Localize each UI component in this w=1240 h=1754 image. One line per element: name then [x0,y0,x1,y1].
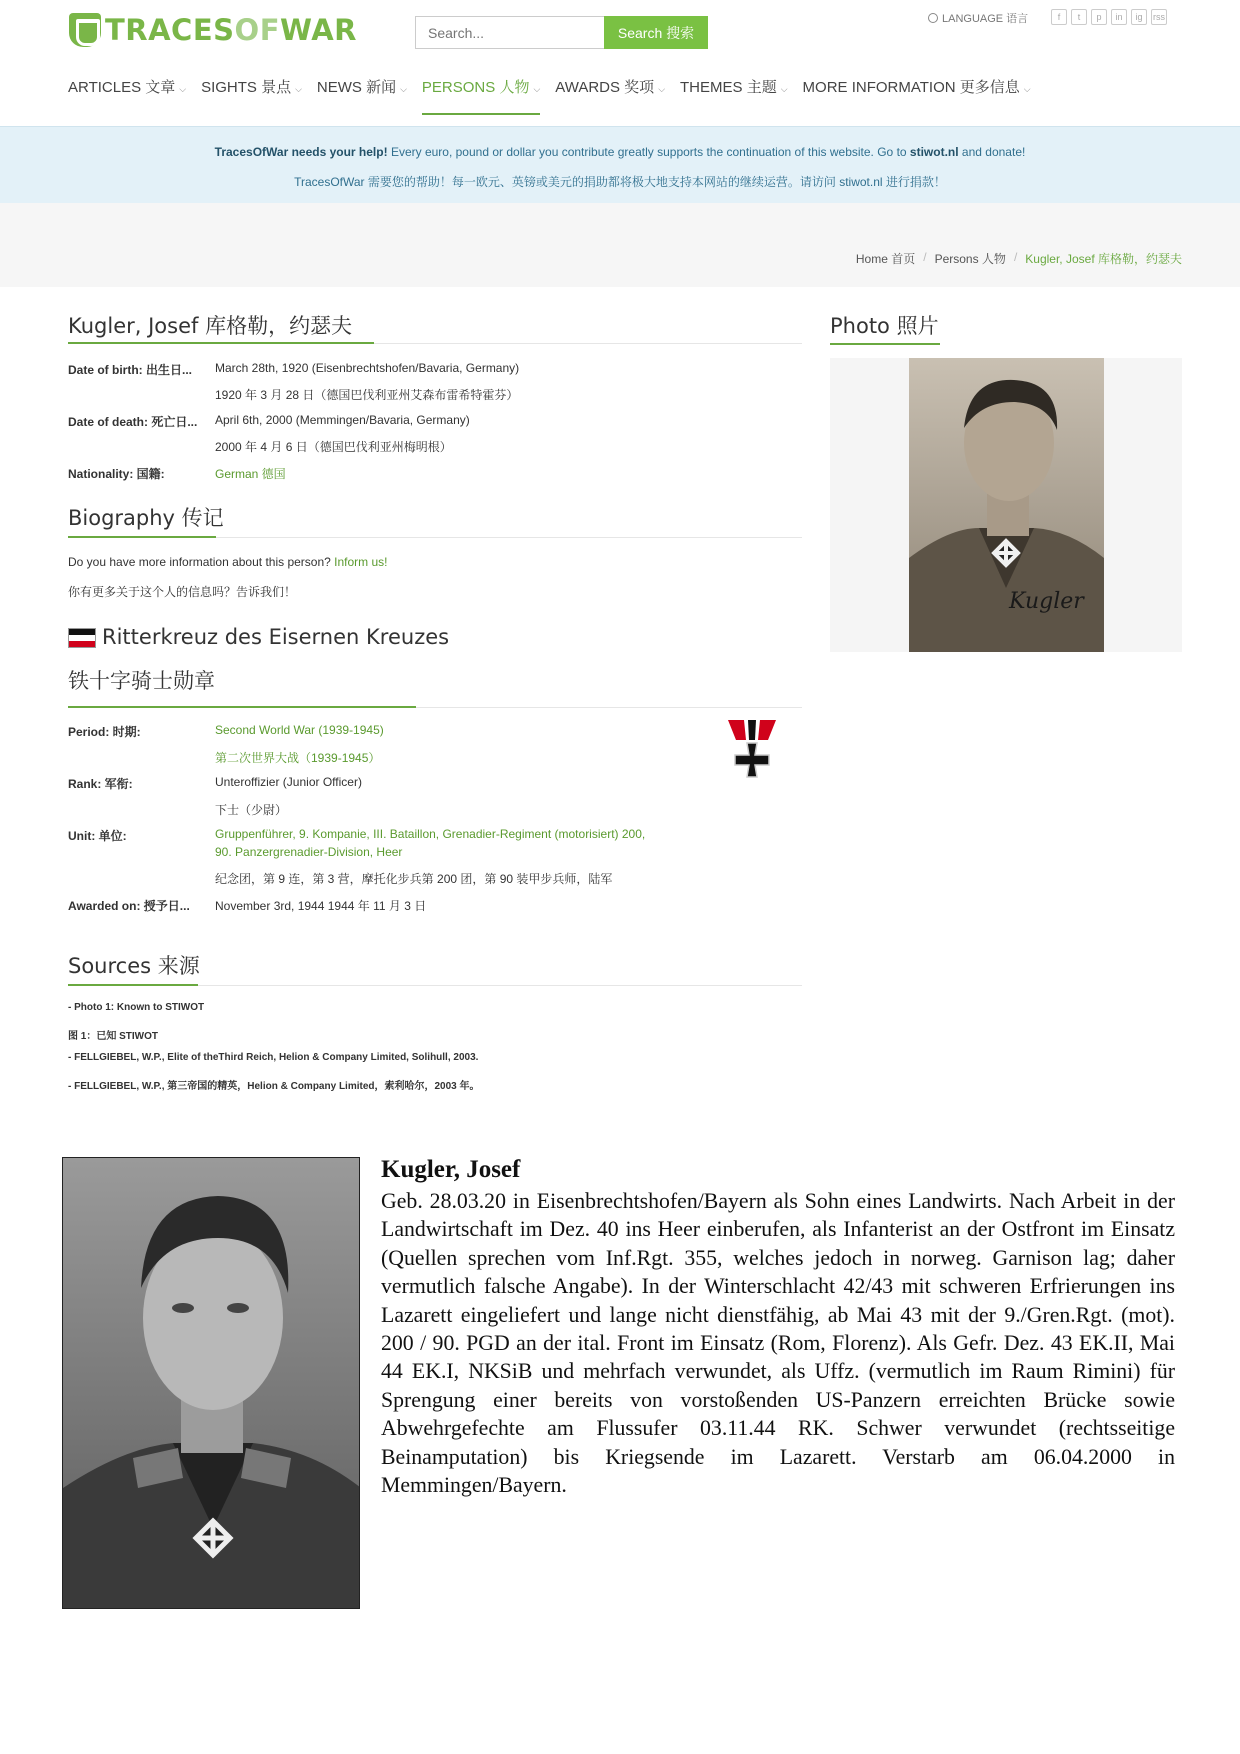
biography-question: Do you have more information about this person? Inform us! [68,555,388,569]
breadcrumb [856,250,1182,267]
pinterest-icon[interactable]: p [1091,9,1107,25]
facebook-icon[interactable]: f [1051,9,1067,25]
photo-title: Photo 照片 [830,314,939,338]
breadcrumb-home[interactable]: Home 首页 [855,252,916,266]
photo-signature: Kugler [1009,589,1084,614]
twitter-icon[interactable]: t [1071,9,1087,25]
globe-icon [928,13,938,23]
period-label: Period: 时期: [68,725,141,739]
chevron-down-icon: ⌵ [658,84,666,94]
unit-value-line2[interactable]: 90. Panzergrenadier-Division, Heer [215,845,403,859]
awarded-label: Awarded on: 授予日... [68,899,190,913]
nav-sights[interactable]: SIGHTS 景点 ⌵ [201,79,302,96]
knights-cross-medal-icon[interactable] [728,720,776,780]
rank-value-zh: 下士（少尉） [215,803,288,817]
stiwot-link[interactable]: stiwot.nl [909,145,959,159]
source-item: - Photo 1: Known to STIWOT [68,1002,205,1013]
breadcrumb-separator: / [1013,250,1018,264]
banner-line-chinese: TracesOfWar 需要您的帮助！每一欧元、英镑或美元的捐助都将极大地支持本网站的继续运营。请访问 stiwot.nl 进行捐款！ [294,175,946,189]
source-item: 图 1：已知 STIWOT [68,1031,158,1042]
photo-title-underline [830,343,940,345]
unit-label: Unit: 单位: [68,829,127,843]
sources-title-underline [68,984,198,986]
nav-persons[interactable]: PERSONS 人物 ⌵ [422,76,540,115]
period-value-zh[interactable]: 第二次世界大战（1939-1945） [215,751,381,765]
language-selector[interactable] [928,10,1028,26]
logo-shield-icon [69,13,101,47]
nav-themes[interactable]: THEMES 主题 ⌵ [680,79,788,96]
unit-value-zh: 纪念团，第 9 连，第 3 营，摩托化步兵第 200 团，第 90 装甲步兵师，陆军 [215,872,613,886]
page-title: Kugler, Josef 库格勒，约瑟夫 [68,314,353,338]
breadcrumb-persons[interactable]: Persons 人物 [934,252,1006,266]
instagram-icon[interactable]: ig [1131,9,1147,25]
photo-panel [830,358,1182,652]
nationality-label: Nationality: 国籍: [68,467,165,481]
biography-title-underline [68,536,216,538]
dod-value: April 6th, 2000 (Memmingen/Bavaria, Germany) [215,413,470,427]
awarded-value: November 3rd, 1944 1944 年 11 月 3 日 [215,899,427,913]
award-title: Ritterkreuz des Eisernen Kreuzes [102,625,450,649]
german-flag-icon [68,628,96,648]
search-input[interactable] [415,16,605,49]
inform-us-link[interactable]: Inform us! [334,555,388,569]
nav-news[interactable]: NEWS 新闻 ⌵ [316,79,407,96]
flag-stripe-red [69,641,95,647]
title-underline [68,342,374,344]
chevron-down-icon: ⌵ [400,84,407,94]
search-button[interactable]: Search 搜索 [604,16,708,49]
scanned-portrait [62,1157,360,1609]
chevron-down-icon: ⌵ [533,84,541,94]
dod-value-zh: 2000 年 4 月 6 日（德国巴伐利亚州梅明根） [215,440,452,454]
award-title-underline [68,706,416,708]
banner-line-english: TracesOfWar needs your help! Every euro, pound or dollar you contribute greatly supports the continuation of this website. Go to stiwot.nl and donate! [214,145,1026,159]
breadcrumb-bar [0,203,1240,287]
site-header [0,0,1240,126]
period-value[interactable]: Second World War (1939-1945) [215,723,384,737]
unit-value-line1[interactable]: Gruppenführer, 9. Kompanie, III. Bataillon, Grenadier-Regiment (motorisiert) 200, [215,827,646,841]
source-item: - FELLGIEBEL, W.P., 第三帝国的精英，Helion & Company Limited，索利哈尔，2003 年。 [68,1081,480,1092]
main-nav [68,76,1046,115]
source-item: - FELLGIEBEL, W.P., Elite of theThird Reich, Helion & Company Limited, Solihull, 2003. [68,1052,479,1063]
biography-title: Biography 传记 [68,506,224,530]
dob-label: Date of birth: 出生日... [68,363,192,377]
breadcrumb-current: Kugler, Josef 库格勒，约瑟夫 [1025,252,1182,266]
dob-value-zh: 1920 年 3 月 28 日（德国巴伐利亚州艾森布雷希特霍芬） [215,388,519,402]
social-links [1051,9,1167,25]
logo-text: TRACESOFWAR [105,13,357,47]
rank-value: Unteroffizier (Junior Officer) [215,775,362,789]
biography-question-zh: 你有更多关于这个人的信息吗？告诉我们！ [68,585,297,599]
linkedin-icon[interactable]: in [1111,9,1127,25]
dod-label: Date of death: 死亡日... [68,415,198,429]
donation-banner [0,126,1240,215]
person-photo[interactable] [909,358,1104,652]
nationality-value[interactable]: German 德国 [215,467,286,481]
rank-label: Rank: 军衔: [68,777,133,791]
nav-awards[interactable]: AWARDS 奖项 ⌵ [555,79,666,96]
scan-biography-text: Geb. 28.03.20 in Eisenbrechtshofen/Bayern als Sohn eines Landwirts. Nach Arbeit in der Landwirtschaft im Dez. 40 ins Heer einberufen, als Infanterist an der Ostfront im Einsatz (Quellen sprechen vom Inf.Rgt. 355, welches jedoch in norweg. Garnison lag; daher vermutlich falsche Angabe). In der Winterschlacht 42/43 mit schweren Erfrierungen ins Lazarett eingeliefert und lange nicht dienstfähig, ab Mai 43 mit der 9./Gren.Rgt. (mot). 200 / 90. PGD an der ital. Front im Einsatz (Rom, Florenz). Als Gefr. Dez. 43 EK.II, Mai 44 EK.I, NKSiB und mehrfach verwundet, als Uffz. (vermutlich im Raum Rimini) für Sprengung einer bereits von vorstoßenden US-Panzern erreichten Brücke sowie Abwehrgefechte am Flussufer 03.11.44 RK. Schwer verwundet (rechtsseitige Beinamputation) bis Kriegsende im Lazarett. Verstarb am 06.04.2000 in Memmingen/Bayern. [381,1189,1175,1498]
nav-articles[interactable]: ARTICLES 文章 ⌵ [68,79,187,96]
award-title-zh: 铁十字骑士勋章 [68,669,215,693]
dob-value: March 28th, 1920 (Eisenbrechtshofen/Bavaria, Germany) [215,361,520,375]
scanned-portrait-image [63,1158,360,1609]
scan-person-name: Kugler, Josef [381,1156,521,1183]
chevron-down-icon: ⌵ [780,84,788,94]
chevron-down-icon: ⌵ [179,84,187,94]
chevron-down-icon: ⌵ [1023,84,1031,94]
language-label: LANGUAGE 语言 [942,13,1029,25]
site-logo[interactable] [69,12,357,48]
sources-title: Sources 来源 [68,954,200,978]
portrait-image [909,358,1104,652]
rss-icon[interactable]: rss [1151,9,1167,25]
chevron-down-icon: ⌵ [295,84,302,94]
breadcrumb-separator: / [923,250,927,264]
nav-more-information[interactable]: MORE INFORMATION 更多信息 ⌵ [802,79,1031,96]
